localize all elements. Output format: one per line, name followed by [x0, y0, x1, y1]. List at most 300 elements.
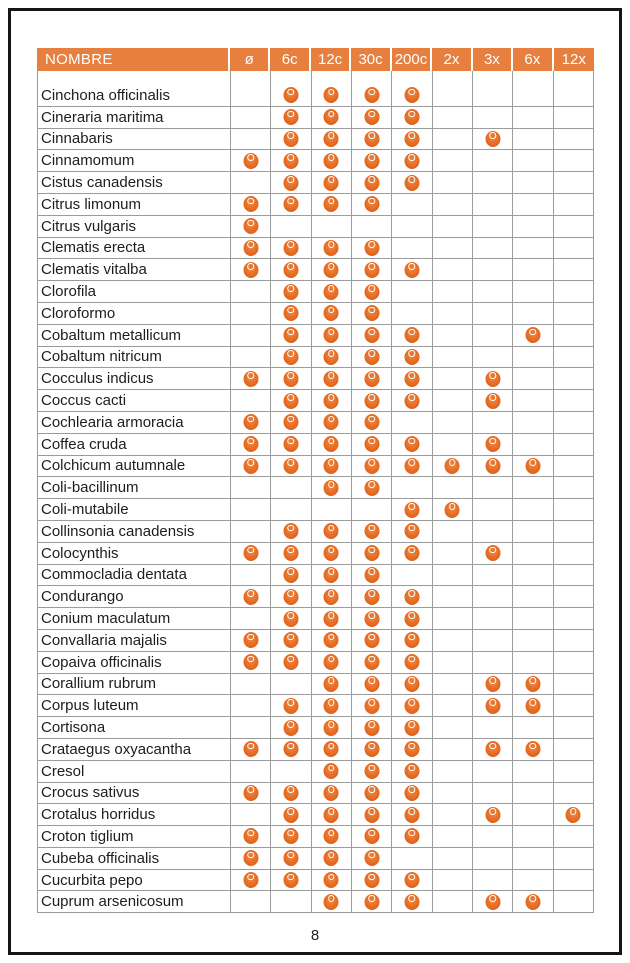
availability-dot-icon — [364, 589, 379, 605]
potency-cell — [352, 456, 392, 477]
potency-cell — [473, 194, 513, 215]
potency-cell — [392, 608, 432, 629]
potency-cell — [312, 499, 352, 520]
availability-dot-icon — [525, 327, 540, 343]
availability-dot-icon — [243, 371, 258, 387]
availability-dot-icon — [243, 850, 258, 866]
availability-dot-icon — [243, 632, 258, 648]
potency-cell — [312, 783, 352, 804]
availability-dot-icon — [404, 371, 419, 387]
potency-cell — [513, 281, 553, 302]
potency-cell — [352, 891, 392, 912]
potency-cell — [433, 434, 473, 455]
availability-dot-icon — [364, 872, 379, 888]
potency-cell — [271, 259, 311, 280]
potency-cell — [352, 608, 392, 629]
potency-cell — [231, 150, 271, 171]
availability-dot-icon — [243, 741, 258, 757]
potency-cell — [392, 303, 432, 324]
availability-dot-icon — [404, 611, 419, 627]
potency-cell — [271, 194, 311, 215]
potency-cell — [231, 390, 271, 411]
column-header-o: ø — [230, 48, 270, 71]
availability-dot-icon — [364, 676, 379, 692]
availability-dot-icon — [364, 828, 379, 844]
potency-cell — [392, 652, 432, 673]
remedy-name: Cineraria maritima — [38, 107, 231, 128]
page-border — [8, 8, 622, 955]
potency-cell — [352, 499, 392, 520]
availability-dot-icon — [485, 894, 500, 910]
availability-dot-icon — [324, 785, 339, 801]
potency-cell — [231, 826, 271, 847]
table-row — [37, 412, 594, 434]
potency-cell — [392, 804, 432, 825]
potency-cell — [433, 674, 473, 695]
availability-dot-icon — [364, 371, 379, 387]
potency-cell — [231, 456, 271, 477]
remedy-name: Cinchona officinalis — [38, 85, 231, 106]
potency-cell — [392, 456, 432, 477]
potency-cell — [352, 390, 392, 411]
potency-cell — [312, 434, 352, 455]
potency-cell — [554, 85, 594, 106]
availability-dot-icon — [324, 632, 339, 648]
potency-cell — [231, 477, 271, 498]
table-row — [37, 761, 594, 783]
potency-cell — [554, 238, 594, 259]
availability-dot-icon — [324, 175, 339, 191]
availability-dot-icon — [404, 327, 419, 343]
availability-dot-icon — [283, 305, 298, 321]
potency-cell — [312, 870, 352, 891]
remedy-potency-table — [37, 48, 594, 913]
potency-cell — [513, 85, 553, 106]
availability-dot-icon — [404, 545, 419, 561]
remedy-name: Cucurbita pepo — [38, 870, 231, 891]
page-number: 8 — [310, 927, 320, 944]
availability-dot-icon — [283, 131, 298, 147]
availability-dot-icon — [364, 393, 379, 409]
potency-cell — [433, 85, 473, 106]
potency-cell — [554, 107, 594, 128]
remedy-name: Copaiva officinalis — [38, 652, 231, 673]
potency-cell — [513, 761, 553, 782]
availability-dot-icon — [324, 458, 339, 474]
potency-cell — [312, 238, 352, 259]
potency-cell — [271, 477, 311, 498]
potency-cell — [271, 216, 311, 237]
potency-cell — [433, 739, 473, 760]
availability-dot-icon — [283, 611, 298, 627]
availability-dot-icon — [324, 153, 339, 169]
availability-dot-icon — [324, 327, 339, 343]
potency-cell — [473, 172, 513, 193]
potency-cell — [352, 652, 392, 673]
table-row — [37, 804, 594, 826]
potency-cell — [231, 259, 271, 280]
availability-dot-icon — [283, 741, 298, 757]
potency-cell — [271, 870, 311, 891]
table-row — [37, 477, 594, 499]
potency-cell — [392, 368, 432, 389]
potency-cell — [352, 303, 392, 324]
potency-cell — [231, 238, 271, 259]
table-row — [37, 739, 594, 761]
availability-dot-icon — [364, 305, 379, 321]
potency-cell — [473, 848, 513, 869]
potency-cell — [392, 695, 432, 716]
potency-cell — [312, 608, 352, 629]
potency-cell — [231, 347, 271, 368]
potency-cell — [352, 543, 392, 564]
potency-cell — [271, 891, 311, 912]
potency-cell — [271, 434, 311, 455]
potency-cell — [433, 129, 473, 150]
availability-dot-icon — [404, 131, 419, 147]
potency-cell — [473, 281, 513, 302]
potency-cell — [271, 565, 311, 586]
potency-cell — [231, 695, 271, 716]
availability-dot-icon — [404, 153, 419, 169]
remedy-name: Cubeba officinalis — [38, 848, 231, 869]
potency-cell — [231, 804, 271, 825]
potency-cell — [433, 347, 473, 368]
potency-cell — [271, 238, 311, 259]
availability-dot-icon — [283, 327, 298, 343]
potency-cell — [352, 412, 392, 433]
potency-cell — [473, 390, 513, 411]
potency-cell — [513, 804, 553, 825]
potency-cell — [312, 194, 352, 215]
table-row — [37, 368, 594, 390]
availability-dot-icon — [485, 698, 500, 714]
availability-dot-icon — [324, 763, 339, 779]
availability-dot-icon — [283, 785, 298, 801]
availability-dot-icon — [324, 611, 339, 627]
potency-cell — [231, 586, 271, 607]
potency-cell — [554, 434, 594, 455]
potency-cell — [392, 259, 432, 280]
potency-cell — [352, 216, 392, 237]
remedy-name: Collinsonia canadensis — [38, 521, 231, 542]
potency-cell — [433, 630, 473, 651]
potency-cell — [554, 325, 594, 346]
remedy-name: Cocculus indicus — [38, 368, 231, 389]
potency-cell — [473, 652, 513, 673]
potency-cell — [473, 761, 513, 782]
potency-cell — [271, 456, 311, 477]
potency-cell — [231, 172, 271, 193]
potency-cell — [513, 172, 553, 193]
potency-cell — [312, 630, 352, 651]
potency-cell — [352, 107, 392, 128]
potency-cell — [352, 194, 392, 215]
availability-dot-icon — [324, 436, 339, 452]
table-row — [37, 281, 594, 303]
potency-cell — [352, 826, 392, 847]
potency-cell — [433, 368, 473, 389]
remedy-name: Cuprum arsenicosum — [38, 891, 231, 912]
potency-cell — [473, 499, 513, 520]
availability-dot-icon — [283, 262, 298, 278]
potency-cell — [271, 804, 311, 825]
potency-cell — [554, 150, 594, 171]
potency-cell — [473, 412, 513, 433]
availability-dot-icon — [525, 458, 540, 474]
remedy-name: Cinnabaris — [38, 129, 231, 150]
column-header-6c: 6c — [270, 48, 310, 71]
column-header-2x: 2x — [432, 48, 472, 71]
availability-dot-icon — [243, 414, 258, 430]
availability-dot-icon — [404, 589, 419, 605]
availability-dot-icon — [485, 807, 500, 823]
availability-dot-icon — [566, 807, 581, 823]
remedy-name: Crotalus horridus — [38, 804, 231, 825]
potency-cell — [312, 325, 352, 346]
column-header-12x: 12x — [554, 48, 594, 71]
availability-dot-icon — [283, 284, 298, 300]
potency-cell — [312, 652, 352, 673]
potency-cell — [433, 717, 473, 738]
potency-cell — [433, 412, 473, 433]
potency-cell — [312, 150, 352, 171]
potency-cell — [392, 761, 432, 782]
availability-dot-icon — [324, 131, 339, 147]
column-header-200c: 200c — [392, 48, 432, 71]
remedy-name: Clorofila — [38, 281, 231, 302]
table-row — [37, 848, 594, 870]
spacer-cell — [473, 71, 513, 85]
column-header-12c: 12c — [311, 48, 351, 71]
availability-dot-icon — [404, 720, 419, 736]
table-row — [37, 129, 594, 151]
availability-dot-icon — [364, 785, 379, 801]
potency-cell — [433, 477, 473, 498]
potency-cell — [513, 652, 553, 673]
potency-cell — [312, 739, 352, 760]
remedy-name: Colocynthis — [38, 543, 231, 564]
table-row — [37, 325, 594, 347]
potency-cell — [352, 586, 392, 607]
potency-cell — [473, 717, 513, 738]
potency-cell — [473, 325, 513, 346]
potency-cell — [513, 303, 553, 324]
availability-dot-icon — [364, 611, 379, 627]
remedy-name: Cortisona — [38, 717, 231, 738]
potency-cell — [392, 172, 432, 193]
availability-dot-icon — [364, 284, 379, 300]
remedy-name: Condurango — [38, 586, 231, 607]
availability-dot-icon — [485, 131, 500, 147]
potency-cell — [312, 804, 352, 825]
potency-cell — [352, 281, 392, 302]
remedy-name: Coli-mutabile — [38, 499, 231, 520]
availability-dot-icon — [324, 393, 339, 409]
table-row — [37, 172, 594, 194]
availability-dot-icon — [364, 741, 379, 757]
remedy-name: Citrus limonum — [38, 194, 231, 215]
potency-cell — [473, 630, 513, 651]
column-header-3x: 3x — [473, 48, 513, 71]
potency-cell — [352, 434, 392, 455]
potency-cell — [554, 717, 594, 738]
spacer-cell — [392, 71, 432, 85]
availability-dot-icon — [404, 807, 419, 823]
potency-cell — [231, 434, 271, 455]
potency-cell — [312, 521, 352, 542]
availability-dot-icon — [283, 414, 298, 430]
potency-cell — [352, 238, 392, 259]
potency-cell — [473, 826, 513, 847]
potency-cell — [352, 870, 392, 891]
availability-dot-icon — [283, 87, 298, 103]
potency-cell — [513, 107, 553, 128]
potency-cell — [473, 238, 513, 259]
potency-cell — [513, 150, 553, 171]
potency-cell — [433, 194, 473, 215]
potency-cell — [271, 739, 311, 760]
remedy-name: Convallaria majalis — [38, 630, 231, 651]
table-row — [37, 783, 594, 805]
potency-cell — [473, 303, 513, 324]
potency-cell — [513, 434, 553, 455]
potency-cell — [554, 870, 594, 891]
column-header-6x: 6x — [513, 48, 553, 71]
table-row — [37, 107, 594, 129]
potency-cell — [554, 848, 594, 869]
availability-dot-icon — [364, 240, 379, 256]
availability-dot-icon — [364, 349, 379, 365]
potency-cell — [473, 259, 513, 280]
availability-dot-icon — [485, 393, 500, 409]
potency-cell — [231, 674, 271, 695]
potency-cell — [231, 412, 271, 433]
potency-cell — [433, 216, 473, 237]
availability-dot-icon — [243, 262, 258, 278]
availability-dot-icon — [485, 545, 500, 561]
potency-cell — [433, 521, 473, 542]
potency-cell — [554, 477, 594, 498]
potency-cell — [392, 739, 432, 760]
availability-dot-icon — [404, 632, 419, 648]
potency-cell — [271, 85, 311, 106]
remedy-name: Cochlearia armoracia — [38, 412, 231, 433]
table-row — [37, 543, 594, 565]
potency-cell — [231, 216, 271, 237]
availability-dot-icon — [364, 567, 379, 583]
potency-cell — [554, 521, 594, 542]
availability-dot-icon — [364, 414, 379, 430]
potency-cell — [554, 194, 594, 215]
potency-cell — [554, 390, 594, 411]
potency-cell — [554, 783, 594, 804]
potency-cell — [433, 238, 473, 259]
table-header-row — [37, 48, 594, 71]
potency-cell — [271, 325, 311, 346]
potency-cell — [271, 107, 311, 128]
availability-dot-icon — [283, 698, 298, 714]
potency-cell — [392, 347, 432, 368]
potency-cell — [433, 325, 473, 346]
potency-cell — [473, 608, 513, 629]
potency-cell — [513, 325, 553, 346]
availability-dot-icon — [525, 698, 540, 714]
availability-dot-icon — [404, 741, 419, 757]
remedy-name: Cobaltum metallicum — [38, 325, 231, 346]
potency-cell — [231, 630, 271, 651]
potency-cell — [513, 717, 553, 738]
potency-cell — [433, 303, 473, 324]
potency-cell — [231, 129, 271, 150]
availability-dot-icon — [404, 698, 419, 714]
potency-cell — [231, 565, 271, 586]
potency-cell — [433, 870, 473, 891]
availability-dot-icon — [324, 872, 339, 888]
remedy-name: Croton tiglium — [38, 826, 231, 847]
potency-cell — [312, 674, 352, 695]
remedy-name: Coli-bacillinum — [38, 477, 231, 498]
table-row — [37, 674, 594, 696]
potency-cell — [554, 456, 594, 477]
potency-cell — [231, 848, 271, 869]
potency-cell — [352, 674, 392, 695]
availability-dot-icon — [243, 828, 258, 844]
potency-cell — [231, 303, 271, 324]
potency-cell — [392, 412, 432, 433]
availability-dot-icon — [283, 872, 298, 888]
potency-cell — [231, 870, 271, 891]
availability-dot-icon — [364, 262, 379, 278]
potency-cell — [473, 129, 513, 150]
availability-dot-icon — [364, 458, 379, 474]
potency-cell — [271, 586, 311, 607]
potency-cell — [392, 870, 432, 891]
potency-cell — [352, 761, 392, 782]
potency-cell — [312, 761, 352, 782]
potency-cell — [513, 674, 553, 695]
potency-cell — [352, 739, 392, 760]
potency-cell — [433, 565, 473, 586]
potency-cell — [513, 630, 553, 651]
spacer-cell — [352, 71, 392, 85]
potency-cell — [312, 717, 352, 738]
table-row — [37, 347, 594, 369]
potency-cell — [392, 543, 432, 564]
availability-dot-icon — [324, 262, 339, 278]
availability-dot-icon — [283, 240, 298, 256]
potency-cell — [271, 543, 311, 564]
availability-dot-icon — [445, 458, 460, 474]
column-header-nombre: NOMBRE — [37, 48, 230, 71]
potency-cell — [513, 259, 553, 280]
potency-cell — [554, 412, 594, 433]
potency-cell — [312, 172, 352, 193]
potency-cell — [513, 891, 553, 912]
potency-cell — [513, 368, 553, 389]
potency-cell — [433, 586, 473, 607]
availability-dot-icon — [404, 894, 419, 910]
potency-cell — [513, 238, 553, 259]
remedy-name: Cobaltum nitricum — [38, 347, 231, 368]
potency-cell — [513, 390, 553, 411]
potency-cell — [554, 543, 594, 564]
potency-cell — [231, 499, 271, 520]
availability-dot-icon — [485, 676, 500, 692]
table-row — [37, 521, 594, 543]
potency-cell — [513, 543, 553, 564]
availability-dot-icon — [324, 523, 339, 539]
